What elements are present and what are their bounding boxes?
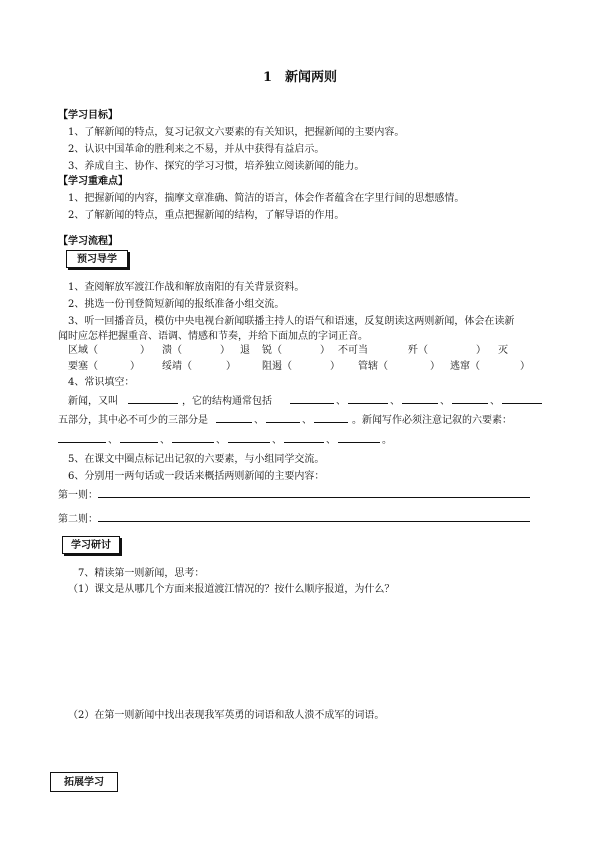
word: 区域（: [68, 345, 98, 356]
blank-line[interactable]: [172, 442, 214, 443]
end-mark: 。: [382, 435, 392, 446]
goals-heading: 【学习目标】: [58, 110, 118, 121]
goal-item-2: 2、认识中国革命的胜利来之不易，并从中获得有益启示。: [68, 144, 325, 155]
separator: 、: [272, 435, 282, 446]
blank-line[interactable]: [314, 422, 348, 423]
preview-box: 预习导学: [66, 250, 128, 268]
word: 歼（: [408, 345, 428, 356]
paren-close: ）: [520, 361, 530, 372]
separator: 、: [302, 415, 312, 426]
paren-close: ）: [476, 345, 486, 356]
separator: 、: [216, 435, 226, 446]
second-news-answer-line[interactable]: [98, 521, 530, 522]
keypoint-item-2: 2、了解新闻的特点，重点把握新闻的结构，了解导语的作用。: [68, 210, 345, 221]
separator: 、: [254, 415, 264, 426]
question-2: （2）在第一则新闻中找出表现我军英勇的词语和敌人溃不成军的词语。: [68, 710, 385, 721]
blank-line[interactable]: [402, 403, 438, 404]
keypoint-item-1: 1、把握新闻的内容，揣摩文章准确、简洁的语言，体会作者蕴含在字里行间的思想感情。: [68, 193, 465, 204]
blank-line[interactable]: [502, 403, 542, 404]
five-parts-text-b: 。新闻写作必须注意记叙的六要素：: [352, 415, 512, 426]
page-title: 1 新闻两则: [262, 70, 338, 85]
five-parts-text-a: 五部分，其中必不可少的三部分是: [58, 415, 208, 426]
process-item-1: 1、查阅解放军渡江作战和解放南阳的有关背景资料。: [68, 282, 305, 293]
separator: 、: [440, 396, 450, 407]
word: 灭: [498, 345, 508, 356]
paren-close: ）: [220, 345, 230, 356]
process-heading: 【学习流程】: [58, 236, 118, 247]
separator: 、: [390, 396, 400, 407]
goal-item-3: 3、养成自主、协作、探究的学习习惯，培养独立阅读新闻的能力。: [68, 161, 365, 172]
separator: 、: [326, 435, 336, 446]
news-text-b: ，它的结构通常包括: [182, 396, 272, 407]
word: 阻遏（: [262, 361, 292, 372]
blank-line[interactable]: [290, 403, 334, 404]
goal-item-1: 1、了解新闻的特点，复习记叙文六要素的有关知识，把握新闻的主要内容。: [68, 127, 405, 138]
paren-close: ）: [140, 345, 150, 356]
word: 绥靖（: [162, 361, 192, 372]
process-item-3-cont: 闻时应怎样把握重音、语调、情感和节奏，并给下面加点的字词正音。: [58, 331, 368, 342]
first-news-label: 第一则：: [58, 490, 98, 501]
word: 溃（: [162, 345, 182, 356]
word: 逃窜（: [450, 361, 480, 372]
blank-line[interactable]: [216, 422, 252, 423]
blank-line[interactable]: [284, 442, 324, 443]
word: 要塞（: [68, 361, 98, 372]
paren-close: ）: [330, 361, 340, 372]
word: 不可当: [338, 345, 368, 356]
process-item-4: 4、常识填空：: [68, 377, 135, 388]
process-item-3: 3、听一回播音员，模仿中央电视台新闻联播主持人的语气和语速，反复朗读这两则新闻，体会在读新: [68, 316, 515, 327]
paren-close: ）: [320, 345, 330, 356]
blank-line[interactable]: [338, 442, 380, 443]
discuss-box: 学习研讨: [62, 536, 120, 554]
separator: 、: [336, 396, 346, 407]
word: 锐（: [262, 345, 282, 356]
news-text-a: 新闻，又叫: [68, 396, 118, 407]
question-1: （1）课文是从哪几个方面来报道渡江情况的？按什么顺序报道，为什么？: [68, 584, 395, 595]
process-item-6: 6、分别用一两句话或一段话来概括两则新闻的主要内容：: [68, 471, 325, 482]
separator: 、: [108, 435, 118, 446]
blank-line[interactable]: [452, 403, 488, 404]
blank-line[interactable]: [348, 403, 388, 404]
discuss-item-7: 7、精读第一则新闻，思考：: [78, 568, 205, 579]
blank-line[interactable]: [266, 422, 300, 423]
separator: 、: [490, 396, 500, 407]
word: 管辖（: [358, 361, 388, 372]
keypoints-heading: 【学习重难点】: [58, 176, 128, 187]
blank-line[interactable]: [120, 442, 158, 443]
paren-close: ）: [226, 361, 236, 372]
paren-close: ）: [130, 361, 140, 372]
word: 退: [240, 345, 250, 356]
blank-line[interactable]: [58, 442, 106, 443]
first-news-answer-line[interactable]: [98, 497, 530, 498]
second-news-label: 第二则：: [58, 514, 98, 525]
process-item-2: 2、挑选一份刊登简短新闻的报纸准备小组交流。: [68, 299, 285, 310]
extend-box: 拓展学习: [50, 772, 118, 792]
process-item-5: 5、在课文中圈点标记出记叙的六要素，与小组同学交流。: [68, 454, 325, 465]
paren-close: ）: [430, 361, 440, 372]
blank-line[interactable]: [228, 442, 270, 443]
blank-line[interactable]: [128, 403, 178, 404]
separator: 、: [160, 435, 170, 446]
